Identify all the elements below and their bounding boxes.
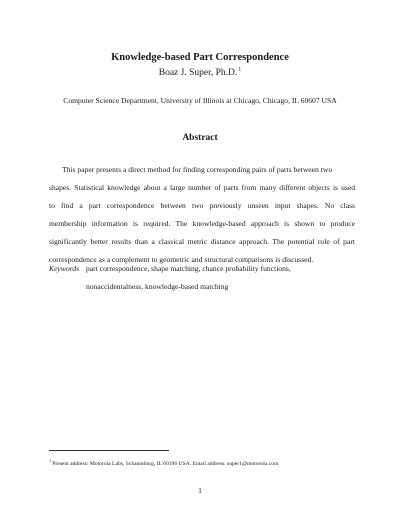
author-footnote-mark: 1: [238, 67, 242, 73]
abstract-line: This paper presents a direct method for finding corresponding pairs of parts between two: [62, 165, 333, 174]
abstract-line: to find a part correspondence between two previously unseen input shapes. No class: [49, 201, 355, 210]
keywords-label: Keywords: [49, 264, 80, 273]
author-name: Boaz J. Super, Ph.D.: [158, 68, 238, 78]
affiliation: Computer Science Department, University of Illinois at Chicago, Chicago, IL 60607 USA: [63, 96, 337, 105]
abstract-line: shapes. Statistical knowledge about a large number of parts from many different objects is used: [49, 183, 355, 192]
abstract-line: membership information is required. The knowledge-based approach is shown to produce: [49, 219, 355, 228]
paper-title: Knowledge-based Part Correspondence: [111, 52, 289, 63]
abstract-heading: Abstract: [182, 133, 218, 143]
author-line: [0, 67, 400, 78]
footnote-rule: [49, 450, 169, 451]
footnote: [49, 458, 278, 467]
keywords-line: part correspondence, shape matching, chance probability functions,: [86, 264, 291, 273]
footnote-text: Present address: Motorola Labs, Schaumburg, IL 60196 USA. Email address: super1@motorola.com: [52, 461, 279, 467]
footnote-mark: 1: [49, 458, 52, 463]
keywords-line: nonaccidentalness, knowledge-based matching: [86, 282, 229, 291]
abstract-line: significantly better results than a classical metric distance approach. The potential role of part: [49, 237, 355, 246]
page-number: 1: [198, 486, 202, 495]
abstract-line: correspondence as a complement to geometric and structural comparisons is discussed.: [49, 255, 314, 264]
